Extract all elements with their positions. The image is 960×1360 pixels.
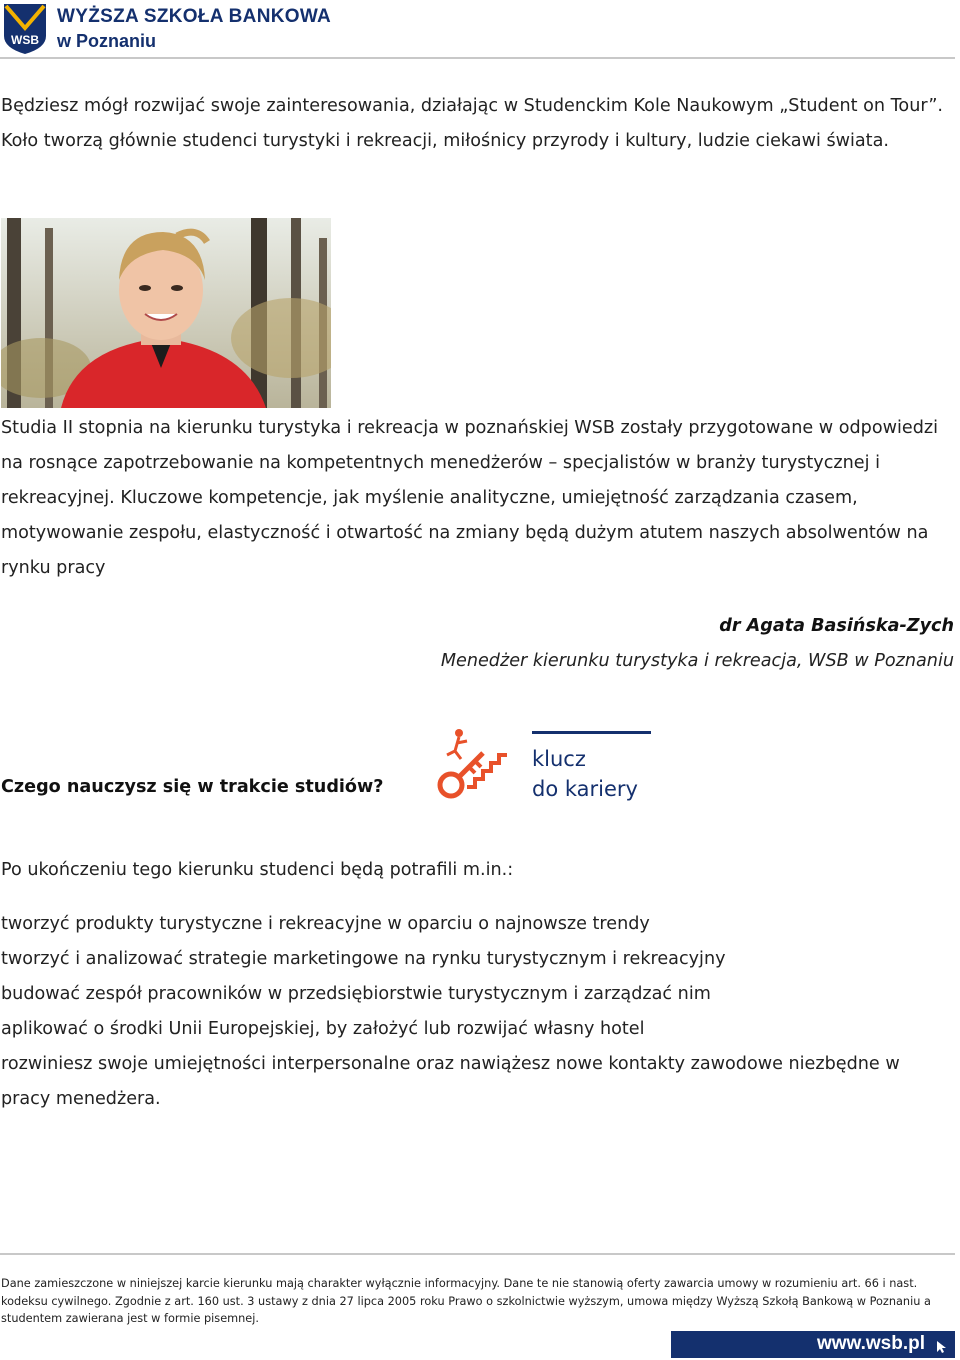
list-item: rozwiniesz swoje umiejętności interpersonalne oraz nawiążesz nowe kontakty zawodowe niezbędne w pracy menedżera.: [1, 1054, 900, 1109]
key-stairs-icon: [437, 727, 512, 805]
logo-title: WYŻSZA SZKOŁA BANKOWA: [57, 6, 332, 27]
quote-author-name: dr Agata Basińska-Zych: [719, 616, 954, 636]
badge-rule: [532, 731, 651, 734]
quote-author-role: Menedżer kierunku turystyka i rekreacja, WSB w Poznaniu: [440, 651, 954, 671]
list-item: budować zespół pracowników w przedsiębiorstwie turystycznym i zarządzać nim: [1, 984, 711, 1004]
quote-paragraph: Studia II stopnia na kierunku turystyka i rekreacja w poznańskiej WSB zostały przygotowane w odpowiedzi na rosnące zapotrzebowanie na kompetentnych menedżerów – specjalistów w branży turystycznej i rekreacyjnej. Kluczowe kompetencje, jak myślenie analityczne, umiejętność zarządzania czasem, motywowanie zespołu, elastyczność i otwartość na zmiany będą dużym atutem naszych absolwentów na rynku pracy: [1, 418, 939, 578]
skills-intro: Po ukończeniu tego kierunku studenci będą potrafili m.in.:: [1, 860, 514, 880]
header-divider: [0, 57, 955, 59]
website-link[interactable]: www.wsb.pl: [816, 1333, 925, 1354]
wsb-shield-logo: [2, 2, 48, 56]
badge-line1: klucz: [532, 747, 586, 771]
skills-list: [1, 907, 953, 1117]
intro-paragraph: Będziesz mógł rozwijać swoje zainteresowania, działając w Studenckim Kole Naukowym „Student on Tour”. Koło tworzą głównie studenci turystyki i rekreacji, miłośnicy przyrody i kultury, ludzie ciekawi świata.: [1, 96, 944, 151]
list-item: aplikować o środki Unii Europejskiej, by założyć lub rozwijać własny hotel: [1, 1019, 645, 1039]
list-item: tworzyć i analizować strategie marketingowe na rynku turystycznym i rekreacyjny: [1, 949, 726, 969]
logo-badge-text: WSB: [11, 33, 39, 47]
portrait-illustration: [1, 218, 331, 408]
cursor-icon: [936, 1340, 947, 1354]
logo-subtitle: w Poznaniu: [57, 31, 156, 51]
career-key-badge: [532, 744, 638, 804]
portrait-photo: [1, 218, 331, 408]
page-header: [0, 0, 960, 58]
badge-line2: do kariery: [532, 777, 638, 801]
list-item: tworzyć produkty turystyczne i rekreacyjne w oparciu o najnowsze trendy: [1, 914, 650, 934]
footer-disclaimer: Dane zamieszczone w niniejszej karcie kierunku mają charakter wyłącznie informacyjny. Dane te nie stanowią oferty zawarcia umowy w rozumieniu art. 66 i nast. kodeksu cywilnego. Zgodnie z art. 160 ust. 3 ustawy z dnia 27 lipca 2005 roku Prawo o szkolnictwie wyższym, umowa między Wyższą Szkołą Bankową w Poznaniu a studentem zawierana jest w formie pisemnej.: [1, 1277, 931, 1325]
website-badge[interactable]: [671, 1331, 955, 1358]
footer-divider: [0, 1253, 955, 1255]
section-heading: Czego nauczysz się w trakcie studiów?: [1, 777, 384, 797]
